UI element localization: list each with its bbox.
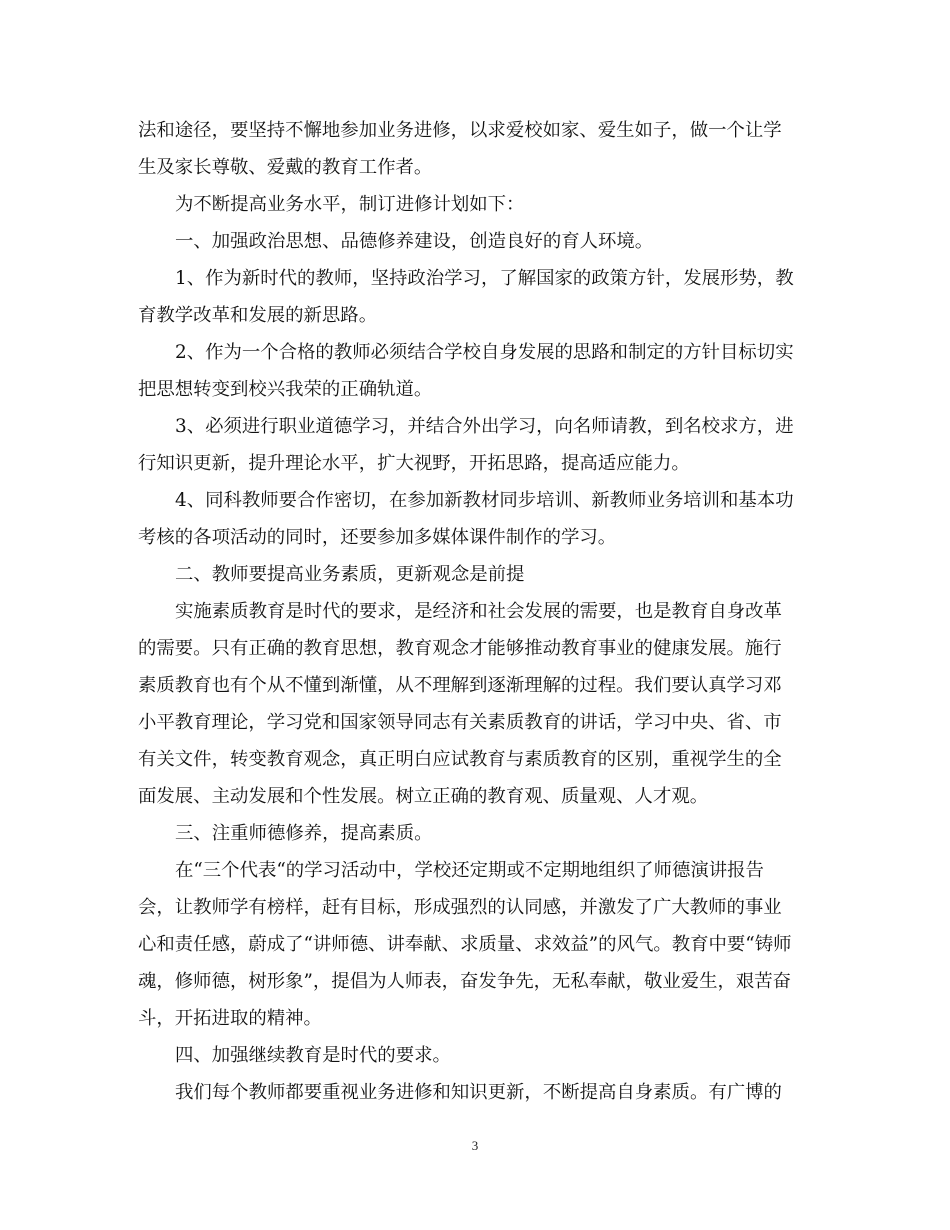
- text-line: 为不断提高业务水平，制订进修计划如下：: [175, 194, 525, 215]
- page-number: 3: [471, 1138, 479, 1153]
- document-body: [138, 112, 814, 1111]
- text-line: 心和责任感，蔚成了“讲师德、讲奉献、求质量、求效益”的风气。教育中要“铸师: [138, 934, 792, 955]
- text-line: 斗，开拓进取的精神。: [138, 1008, 322, 1029]
- text-line: 二、教师要提高业务素质，更新观念是前提: [175, 564, 525, 585]
- text-line: 的需要。只有正确的教育思想，教育观念才能够推动教育事业的健康发展。施行: [138, 638, 782, 659]
- text-line: 4、同科教师要合作密切，在参加新教材同步培训、新教师业务培训和基本功: [175, 490, 794, 511]
- text-line: 有关文件，转变教育观念，真正明白应试教育与素质教育的区别，重视学生的全: [138, 749, 782, 770]
- text-line: 行知识更新，提升理论水平，扩大视野，开拓思路，提高适应能力。: [138, 453, 690, 474]
- text-line: 魂，修师德，树形象”，提倡为人师表，奋发争先，无私奉献，敬业爱生，艰苦奋: [138, 971, 792, 992]
- text-line: 实施素质教育是时代的要求，是经济和社会发展的需要，也是教育自身改革: [175, 601, 782, 622]
- text-line: 在“三个代表“的学习活动中，学校还定期或不定期地组织了师德演讲报告: [175, 860, 764, 881]
- text-line: 三、注重师德修养，提高素质。: [175, 823, 433, 844]
- text-line: 一、加强政治思想、品德修养建设，创造良好的育人环境。: [175, 231, 654, 252]
- text-line: 会，让教师学有榜样，赶有目标，形成强烈的认同感，并激发了广大教师的事业: [138, 897, 782, 918]
- text-line: 2、作为一个合格的教师必须结合学校自身发展的思路和制定的方针目标切实: [175, 342, 794, 363]
- text-line: 育教学改革和发展的新思路。: [138, 305, 378, 326]
- text-line: 素质教育也有个从不懂到渐懂，从不理解到逐渐理解的过程。我们要认真学习邓: [138, 675, 782, 696]
- text-line: 我们每个教师都要重视业务进修和知识更新，不断提高自身素质。有广博的: [175, 1082, 782, 1103]
- text-line: 四、加强继续教育是时代的要求。: [175, 1045, 451, 1066]
- text-line: 考核的各项活动的同时，还要参加多媒体课件制作的学习。: [138, 527, 617, 548]
- text-line: 把思想转变到校兴我荣的正确轨道。: [138, 379, 433, 400]
- text-line: 3、必须进行职业道德学习，并结合外出学习，向名师请教，到名校求方，进: [175, 416, 794, 437]
- text-line: 生及家长尊敬、爱戴的教育工作者。: [138, 157, 433, 178]
- text-line: 1、作为新时代的教师，坚持政治学习，了解国家的政策方针，发展形势，教: [175, 268, 794, 289]
- text-line: 小平教育理论，学习党和国家领导同志有关素质教育的讲话，学习中央、省、市: [138, 712, 782, 733]
- text-line: 法和途径，要坚持不懈地参加业务进修，以求爱校如家、爱生如子，做一个让学: [138, 120, 782, 141]
- text-line: 面发展、主动发展和个性发展。树立正确的教育观、质量观、人才观。: [138, 786, 709, 807]
